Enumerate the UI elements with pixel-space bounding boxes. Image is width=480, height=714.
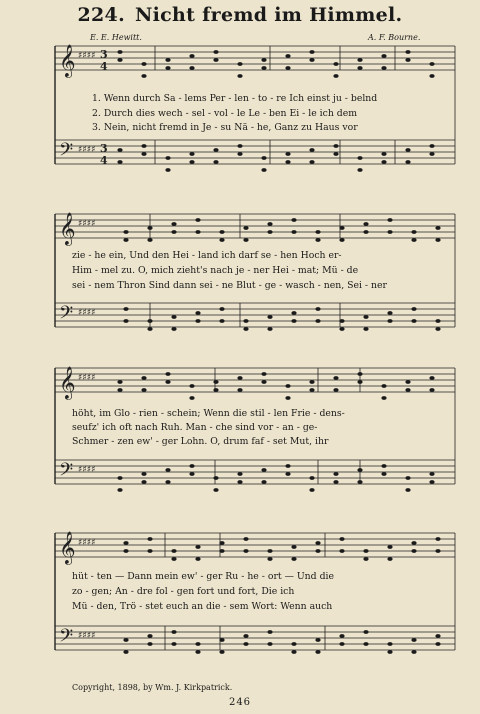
note-head — [171, 230, 176, 234]
note-head — [171, 222, 176, 226]
note-head — [123, 549, 128, 553]
note-head — [117, 160, 122, 164]
note-head — [435, 642, 440, 646]
note-head — [219, 650, 224, 654]
note-head — [261, 168, 266, 172]
note-head — [429, 376, 434, 380]
hymn-name: Nicht fremd im Himmel. — [135, 4, 403, 26]
note-head — [189, 66, 194, 70]
note-head — [315, 238, 320, 242]
lyric-verse-2: 2. Durch dies wech - sel - vol - le Le - ben Ei - le ich dem — [92, 108, 358, 119]
note-head — [117, 58, 122, 62]
note-head — [333, 152, 338, 156]
note-head — [237, 152, 242, 156]
note-head — [261, 468, 266, 472]
note-head — [309, 380, 314, 384]
treble-clef-icon: 𝄞 — [59, 366, 76, 399]
note-head — [315, 319, 320, 323]
bass-clef-icon: 𝄢 — [59, 140, 74, 165]
lyricist-credit: E. E. Hewitt. — [90, 33, 142, 42]
note-head — [387, 319, 392, 323]
note-head — [339, 537, 344, 541]
note-head — [171, 557, 176, 561]
note-head — [291, 319, 296, 323]
note-head — [429, 152, 434, 156]
note-head — [267, 549, 272, 553]
note-head — [147, 226, 152, 230]
note-head — [339, 634, 344, 638]
note-head — [285, 396, 290, 400]
note-head — [195, 642, 200, 646]
note-head — [411, 541, 416, 545]
note-head — [267, 642, 272, 646]
copyright-notice: Copyright, 1898, by Wm. J. Kirkpatrick. — [72, 683, 233, 692]
note-head — [411, 638, 416, 642]
note-head — [429, 480, 434, 484]
note-head — [411, 549, 416, 553]
note-head — [171, 315, 176, 319]
note-head — [333, 376, 338, 380]
note-head — [309, 148, 314, 152]
note-head — [147, 319, 152, 323]
note-head — [405, 50, 410, 54]
note-head — [141, 480, 146, 484]
lyric-verse-3: sei - nem Thron Sind dann sei - ne Blut - ge - wasch - nen, Sei - ner — [72, 280, 387, 291]
note-head — [405, 388, 410, 392]
note-head — [165, 468, 170, 472]
note-head — [189, 54, 194, 58]
page-number: 246 — [228, 697, 252, 708]
note-head — [357, 468, 362, 472]
note-head — [381, 66, 386, 70]
treble-clef-icon: 𝄞 — [59, 44, 76, 77]
note-head — [429, 62, 434, 66]
note-head — [387, 642, 392, 646]
note-head — [411, 319, 416, 323]
note-head — [309, 50, 314, 54]
note-head — [219, 238, 224, 242]
note-head — [333, 480, 338, 484]
svg-text:4: 4 — [100, 154, 108, 167]
note-head — [189, 396, 194, 400]
note-head — [381, 384, 386, 388]
note-head — [285, 152, 290, 156]
note-head — [285, 160, 290, 164]
treble-clef-icon: 𝄞 — [59, 531, 76, 564]
note-head — [171, 549, 176, 553]
note-head — [387, 230, 392, 234]
note-head — [339, 549, 344, 553]
note-head — [429, 388, 434, 392]
note-head — [261, 380, 266, 384]
note-head — [195, 230, 200, 234]
note-head — [435, 226, 440, 230]
note-head — [291, 650, 296, 654]
lyric-verse-3: Mü - den, Trö - stet euch an die - sem Wort: Wenn auch — [72, 601, 333, 612]
note-head — [405, 148, 410, 152]
note-head — [147, 642, 152, 646]
note-head — [213, 148, 218, 152]
note-head — [357, 58, 362, 62]
note-head — [315, 230, 320, 234]
note-head — [381, 152, 386, 156]
note-head — [237, 472, 242, 476]
note-head — [405, 160, 410, 164]
note-head — [195, 557, 200, 561]
note-head — [411, 238, 416, 242]
note-head — [243, 642, 248, 646]
note-head — [261, 66, 266, 70]
note-head — [237, 480, 242, 484]
note-head — [165, 168, 170, 172]
note-head — [147, 549, 152, 553]
note-head — [123, 319, 128, 323]
note-head — [171, 630, 176, 634]
note-head — [141, 152, 146, 156]
note-head — [435, 537, 440, 541]
note-head — [363, 630, 368, 634]
note-head — [261, 372, 266, 376]
note-head — [189, 464, 194, 468]
note-head — [435, 634, 440, 638]
sharp-key-signature: ♯♯♯♯ — [78, 308, 96, 318]
note-head — [117, 50, 122, 54]
note-head — [315, 541, 320, 545]
note-head — [219, 319, 224, 323]
note-head — [243, 238, 248, 242]
note-head — [219, 230, 224, 234]
note-head — [165, 372, 170, 376]
note-head — [243, 327, 248, 331]
sharp-key-signature: ♯♯♯♯ — [78, 219, 96, 229]
lyric-verse-2: seufz' ich oft nach Ruh. Man - che sind vor - an - ge- — [72, 422, 318, 433]
note-head — [213, 50, 218, 54]
note-head — [357, 66, 362, 70]
note-head — [387, 650, 392, 654]
note-head — [141, 62, 146, 66]
note-head — [405, 380, 410, 384]
note-head — [333, 62, 338, 66]
note-head — [363, 327, 368, 331]
note-head — [237, 144, 242, 148]
note-head — [429, 144, 434, 148]
lyric-verse-1: zie - he ein, Und den Hei - land ich darf se - hen Hoch er- — [72, 250, 342, 261]
note-head — [333, 144, 338, 148]
note-head — [387, 557, 392, 561]
sharp-key-signature: ♯♯♯♯ — [78, 373, 96, 383]
note-head — [147, 238, 152, 242]
note-head — [243, 226, 248, 230]
note-head — [381, 54, 386, 58]
note-head — [123, 650, 128, 654]
note-head — [315, 650, 320, 654]
note-head — [381, 396, 386, 400]
sharp-key-signature: ♯♯♯♯ — [78, 145, 96, 155]
note-head — [243, 549, 248, 553]
note-head — [219, 638, 224, 642]
lyric-verse-1: hüt - ten — Dann mein ew' - ger Ru - he - ort — Und die — [72, 571, 334, 582]
note-head — [339, 319, 344, 323]
composer-credit: A. F. Bourne. — [368, 33, 421, 42]
note-head — [315, 307, 320, 311]
note-head — [213, 388, 218, 392]
svg-text:4: 4 — [100, 60, 108, 73]
note-head — [435, 327, 440, 331]
note-head — [381, 464, 386, 468]
note-head — [195, 545, 200, 549]
sharp-key-signature: ♯♯♯♯ — [78, 465, 96, 475]
note-head — [267, 557, 272, 561]
note-head — [357, 156, 362, 160]
note-head — [333, 74, 338, 78]
sharp-key-signature: ♯♯♯♯ — [78, 51, 96, 61]
note-head — [357, 480, 362, 484]
note-head — [405, 476, 410, 480]
note-head — [357, 168, 362, 172]
note-head — [141, 388, 146, 392]
lyric-verse-2: Him - mel zu. O, mich zieht's nach je - ner Hei - mat; Mü - de — [72, 265, 359, 276]
note-head — [189, 160, 194, 164]
note-head — [339, 226, 344, 230]
bass-clef-icon: 𝄢 — [59, 626, 74, 651]
note-head — [213, 476, 218, 480]
note-head — [291, 311, 296, 315]
note-head — [165, 66, 170, 70]
note-head — [189, 472, 194, 476]
note-head — [171, 327, 176, 331]
note-head — [147, 634, 152, 638]
note-head — [267, 630, 272, 634]
note-head — [261, 156, 266, 160]
note-head — [123, 238, 128, 242]
note-head — [267, 315, 272, 319]
note-head — [363, 642, 368, 646]
note-head — [261, 58, 266, 62]
note-head — [411, 230, 416, 234]
note-head — [309, 488, 314, 492]
note-head — [195, 311, 200, 315]
note-head — [219, 549, 224, 553]
note-head — [237, 74, 242, 78]
lyric-verse-1: höht, im Glo - rien - schein; Wenn die stil - len Frie - dens- — [72, 408, 345, 419]
note-head — [411, 307, 416, 311]
system-1 — [55, 46, 455, 164]
note-head — [387, 545, 392, 549]
note-head — [171, 642, 176, 646]
note-head — [195, 218, 200, 222]
note-head — [291, 545, 296, 549]
note-head — [195, 319, 200, 323]
note-head — [285, 384, 290, 388]
time-signature: 3 — [100, 142, 108, 155]
note-head — [435, 238, 440, 242]
note-head — [117, 488, 122, 492]
note-head — [309, 160, 314, 164]
sharp-key-signature: ♯♯♯♯ — [78, 538, 96, 548]
note-head — [237, 376, 242, 380]
note-head — [213, 488, 218, 492]
note-head — [141, 74, 146, 78]
note-head — [123, 230, 128, 234]
note-head — [363, 549, 368, 553]
note-head — [339, 327, 344, 331]
note-head — [141, 472, 146, 476]
note-head — [243, 634, 248, 638]
note-head — [285, 66, 290, 70]
note-head — [333, 388, 338, 392]
note-head — [165, 58, 170, 62]
note-head — [117, 380, 122, 384]
note-head — [291, 557, 296, 561]
bass-clef-icon: 𝄢 — [59, 303, 74, 328]
clef-signs — [59, 44, 108, 651]
bass-clef-icon: 𝄢 — [59, 460, 74, 485]
note-head — [315, 638, 320, 642]
note-head — [381, 160, 386, 164]
note-head — [237, 388, 242, 392]
note-head — [291, 218, 296, 222]
note-head — [429, 472, 434, 476]
note-head — [123, 638, 128, 642]
lyric-verse-2: zo - gen; An - dre fol - gen fort und fort, Die ich — [72, 586, 295, 597]
note-head — [435, 549, 440, 553]
note-head — [141, 376, 146, 380]
note-head — [165, 380, 170, 384]
note-head — [309, 58, 314, 62]
note-head — [357, 372, 362, 376]
note-head — [267, 230, 272, 234]
note-head — [213, 58, 218, 62]
note-head — [213, 380, 218, 384]
note-head — [435, 319, 440, 323]
treble-clef-icon: 𝄞 — [59, 212, 76, 245]
note-head — [309, 388, 314, 392]
note-head — [363, 557, 368, 561]
note-heads — [117, 50, 440, 654]
note-head — [267, 327, 272, 331]
hymn-number: 224. — [77, 4, 125, 26]
note-head — [165, 156, 170, 160]
note-head — [117, 476, 122, 480]
note-head — [117, 148, 122, 152]
note-head — [117, 388, 122, 392]
note-head — [219, 307, 224, 311]
note-head — [363, 222, 368, 226]
lyric-verse-1: 1. Wenn durch Sa - lems Per - len - to - re Ich einst ju - belnd — [92, 93, 378, 104]
note-head — [291, 230, 296, 234]
note-head — [285, 464, 290, 468]
note-head — [165, 480, 170, 484]
note-head — [357, 380, 362, 384]
time-signature: 3 — [100, 48, 108, 61]
note-head — [243, 319, 248, 323]
note-head — [285, 54, 290, 58]
note-head — [381, 472, 386, 476]
note-head — [147, 327, 152, 331]
note-head — [429, 74, 434, 78]
note-head — [387, 311, 392, 315]
note-head — [315, 549, 320, 553]
note-head — [243, 537, 248, 541]
note-head — [333, 472, 338, 476]
note-head — [219, 541, 224, 545]
note-head — [339, 238, 344, 242]
note-head — [411, 650, 416, 654]
note-head — [405, 488, 410, 492]
note-head — [261, 480, 266, 484]
note-head — [237, 62, 242, 66]
sharp-key-signature: ♯♯♯♯ — [78, 631, 96, 641]
lyric-verse-3: 3. Nein, nicht fremd in Je - su Nä - he, Ganz zu Haus vor — [92, 122, 358, 133]
lyric-verse-3: Schmer - zen ew' - ger Lohn. O, drum faf - set Mut, ihr — [72, 436, 329, 447]
note-head — [195, 650, 200, 654]
note-head — [363, 315, 368, 319]
note-head — [363, 230, 368, 234]
note-head — [291, 642, 296, 646]
note-head — [387, 218, 392, 222]
note-head — [123, 307, 128, 311]
note-head — [189, 152, 194, 156]
note-head — [189, 384, 194, 388]
note-head — [267, 222, 272, 226]
note-head — [123, 541, 128, 545]
note-head — [405, 58, 410, 62]
note-head — [141, 144, 146, 148]
note-head — [213, 160, 218, 164]
note-head — [285, 472, 290, 476]
note-head — [147, 537, 152, 541]
note-head — [309, 476, 314, 480]
note-head — [339, 642, 344, 646]
